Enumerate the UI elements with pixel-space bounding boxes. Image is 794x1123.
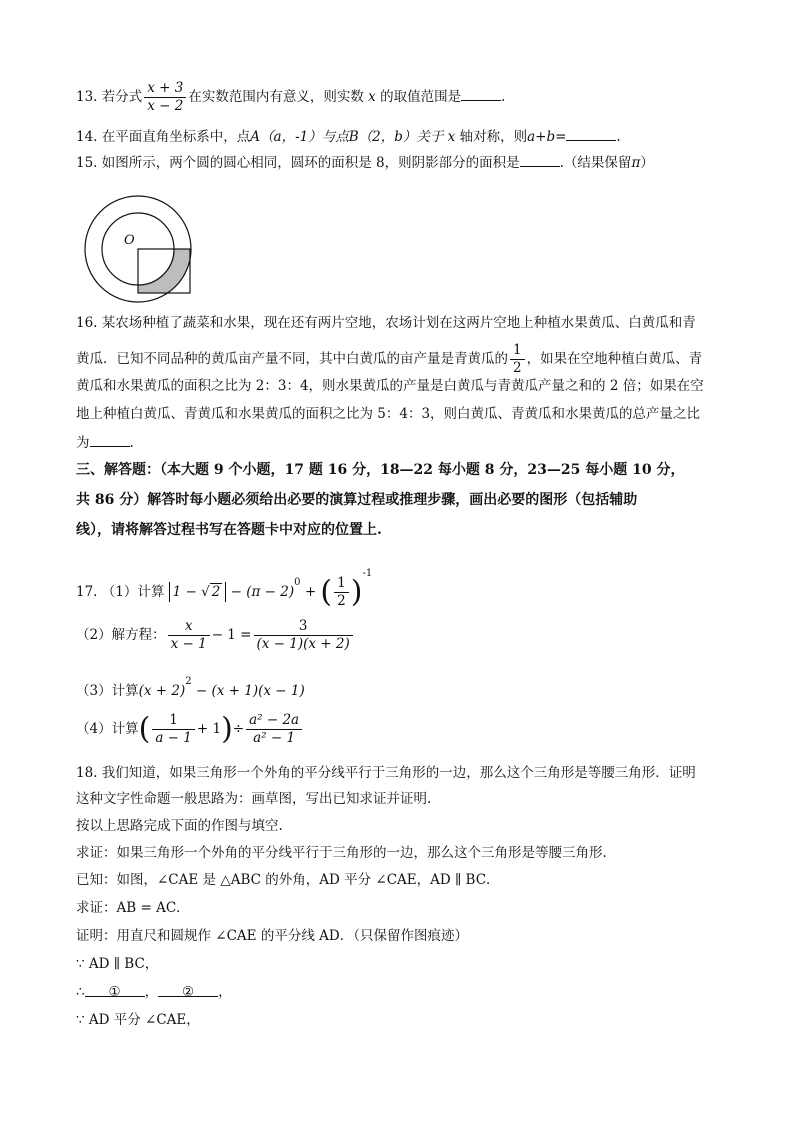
q17-p4-inner-num: 1 (169, 712, 178, 728)
q16-line-2-b: ，如果在空地种植白黄瓜、青 (526, 351, 703, 367)
q14-point-b: B（2，b）关于 (348, 129, 444, 145)
q13-text: 在实数范围内有意义，则实数 (188, 89, 364, 105)
q14-end: . (616, 129, 621, 145)
q15-text: 15. 如图所示，两个圆的圆心相同，圆环的面积是 8，则阴影部分的面积是 (76, 155, 520, 171)
question-13 (76, 80, 505, 115)
q16-line-4: 地上种植白黄瓜、青黄瓜和水果黄瓜的面积之比为 5：4：3，则白黄瓜、青黄瓜和水果黄瓜的总产量之比 (76, 406, 701, 422)
q15-end: .（结果保留 (559, 155, 632, 171)
q13-prefix: 13. 若分式 (76, 89, 143, 105)
q17-p1-plus: + (304, 584, 317, 600)
q17-p1-half-den: 2 (334, 592, 349, 610)
q16-half-denominator: 2 (510, 359, 525, 377)
section-3-line-3: 线），请将解答过程书写在答题卡中对应的位置上. (76, 522, 382, 538)
q17-p4-inner-fraction (152, 712, 195, 747)
q17-p1-sqrt: 2 (211, 584, 221, 600)
section-3-line-2: 共 86 分）解答时每小题必须给出必要的演算过程或推理步骤，画出必要的图形（包括辅助 (76, 492, 638, 508)
q13-fraction-denominator: x − 2 (144, 97, 186, 115)
question-15 (76, 152, 654, 173)
q15-concentric-circles-figure (84, 193, 202, 305)
q16-line-5-end: . (129, 435, 134, 451)
q17-p3-label: （3）计算 (76, 683, 139, 699)
q18-line-7: 证明：用直尺和圆规作 ∠CAE 的平分线 AD．（只保留作图痕迹） (76, 928, 468, 944)
q17-p3-expr-a: (x + 2) (138, 683, 186, 699)
q17-part-4: （4）计算( $\frac{1}{a - 1}$ + 1)÷ $\frac{\text{a² − 2a}}{\text{a² − 1}}$ (76, 712, 304, 747)
q17-p2-lhs-num: x (184, 618, 193, 634)
q16-line-3: 黄瓜和水果黄瓜的面积之比为 2：3：4，则水果黄瓜的产量是白黄瓜与青黄瓜产量之和的 2 倍；如果在空 (76, 378, 704, 394)
q17-p4-outer-den: a² − 1 (246, 729, 302, 747)
section-3-line-1: 三、解答题：（本大题 9 个小题，17 题 16 分，18—22 每小题 8 分，23—25 每小题 10 分， (76, 462, 685, 478)
q17-p1-half (334, 575, 349, 610)
q17-part-2 (76, 618, 355, 653)
q15-center-label: O (124, 233, 135, 248)
q17-p4-inner-den: a − 1 (152, 729, 195, 747)
q17-p4-divide: ÷ (232, 721, 245, 737)
q17-p1-label: 17. （1）计算 (76, 584, 165, 600)
q17-p1-exp-neg1: -1 (362, 568, 373, 579)
q16-line-2-a: 黄瓜．已知不同品种的黄瓜亩产量不同，其中白黄瓜的亩产量是青黄瓜的 (76, 351, 508, 367)
question-14 (76, 126, 621, 147)
q16-half-fraction (510, 342, 525, 377)
q15-pi: π (631, 155, 641, 171)
q15-answer-blank[interactable] (520, 152, 560, 167)
q17-part-3 (76, 672, 305, 701)
q13-fraction-numerator: x + 3 (147, 80, 184, 96)
q13-end: . (501, 89, 506, 105)
q18-blank-2[interactable]: ② (158, 982, 218, 997)
q17-part-1: 17. （1）计算 1 − √ $2 - (\pi - 2)^0$ + ( $\frac{1}{2}$ )$^{-1}$ (76, 568, 373, 610)
q13-variable: x (368, 89, 376, 105)
q13-fraction (144, 80, 186, 115)
q16-line-1: 16. 某农场种植了蔬菜和水果，现在还有两片空地，农场计划在这两片空地上种植水果黄瓜、白黄瓜和青 (76, 315, 696, 331)
q14-text-2: 轴对称，则 (459, 129, 528, 145)
q17-p2-label: （2）解方程： (76, 627, 166, 643)
q18-comma: ， (144, 984, 159, 1000)
q17-p1-abs-prefix: 1 − (172, 584, 202, 600)
q18-line-9 (76, 982, 232, 1002)
q18-line-5: 已知：如图，∠CAE 是 △ABC 的外角，AD 平分 ∠CAE，AD ∥ BC． (76, 872, 500, 888)
q17-p1-half-num: 1 (337, 575, 346, 591)
q17-p4-plus-one: + 1 (196, 721, 222, 737)
q14-text-1: 14. 在平面直角坐标系中，点 (76, 129, 251, 145)
q18-line-9-end: ， (218, 984, 232, 1000)
q16-line-5 (76, 432, 134, 453)
q17-p4-outer-fraction (246, 712, 302, 747)
q17-p2-rhs-num: 3 (298, 618, 308, 634)
q18-line-6: 求证：AB = AC． (76, 900, 190, 916)
q18-line-1: 18. 我们知道，如果三角形一个外角的平分线平行于三角形的一边，那么这个三角形是等腰三角形．证明 (76, 765, 696, 781)
q16-line-5-a: 为 (76, 435, 90, 451)
q14-point-a: A（a，-1）与点 (250, 129, 349, 145)
q18-line-2: 这种文字性命题一般思路为：画草图，写出已知求证并证明. (76, 791, 432, 807)
q18-line-10: ∵ AD 平分 ∠CAE， (76, 1012, 200, 1028)
q14-axis: x (447, 129, 456, 145)
q15-close: ） (640, 155, 654, 171)
q13-answer-blank[interactable] (461, 86, 501, 101)
q18-line-4: 求证：如果三角形一个外角的平分线平行于三角形的一边，那么这个三角形是等腰三角形. (76, 845, 607, 861)
q13-text-2: 的取值范围是 (380, 89, 462, 105)
q18-blank-1[interactable]: ① (85, 982, 145, 997)
q17-p1-absolute: 1 − √ 2 (169, 582, 227, 602)
q18-therefore: ∴ (76, 984, 85, 1000)
q16-line-2 (76, 342, 702, 377)
q18-line-8: ∵ AD ∥ BC， (76, 956, 159, 972)
q17-p2-rhs-fraction (254, 618, 353, 653)
q17-p2-rhs-den: (x − 1)(x + 2) (254, 635, 353, 653)
q16-half-numerator: 1 (513, 342, 522, 358)
q16-answer-blank[interactable] (90, 432, 130, 447)
q17-p4-outer-num: a² − 2a (249, 712, 300, 728)
q17-p3-expr-b: − (x + 1)(x − 1) (191, 683, 305, 699)
q17-p4-label: （4）计算 (76, 721, 139, 737)
q17-p1-exp-0: 0 (294, 577, 301, 588)
q17-p1-paren: (π − 2) (246, 584, 295, 600)
q14-answer-blank[interactable] (566, 126, 616, 141)
q18-line-3: 按以上思路完成下面的作图与填空. (76, 818, 283, 834)
q17-p2-lhs-den: x − 1 (168, 635, 210, 653)
q17-p1-minus: − (230, 584, 242, 600)
q17-p2-minus-one: − 1 = (211, 627, 252, 643)
q17-p3-exp-2: 2 (185, 676, 192, 687)
q17-p2-lhs-fraction (168, 618, 210, 653)
q14-expression: a+b= (527, 129, 567, 145)
